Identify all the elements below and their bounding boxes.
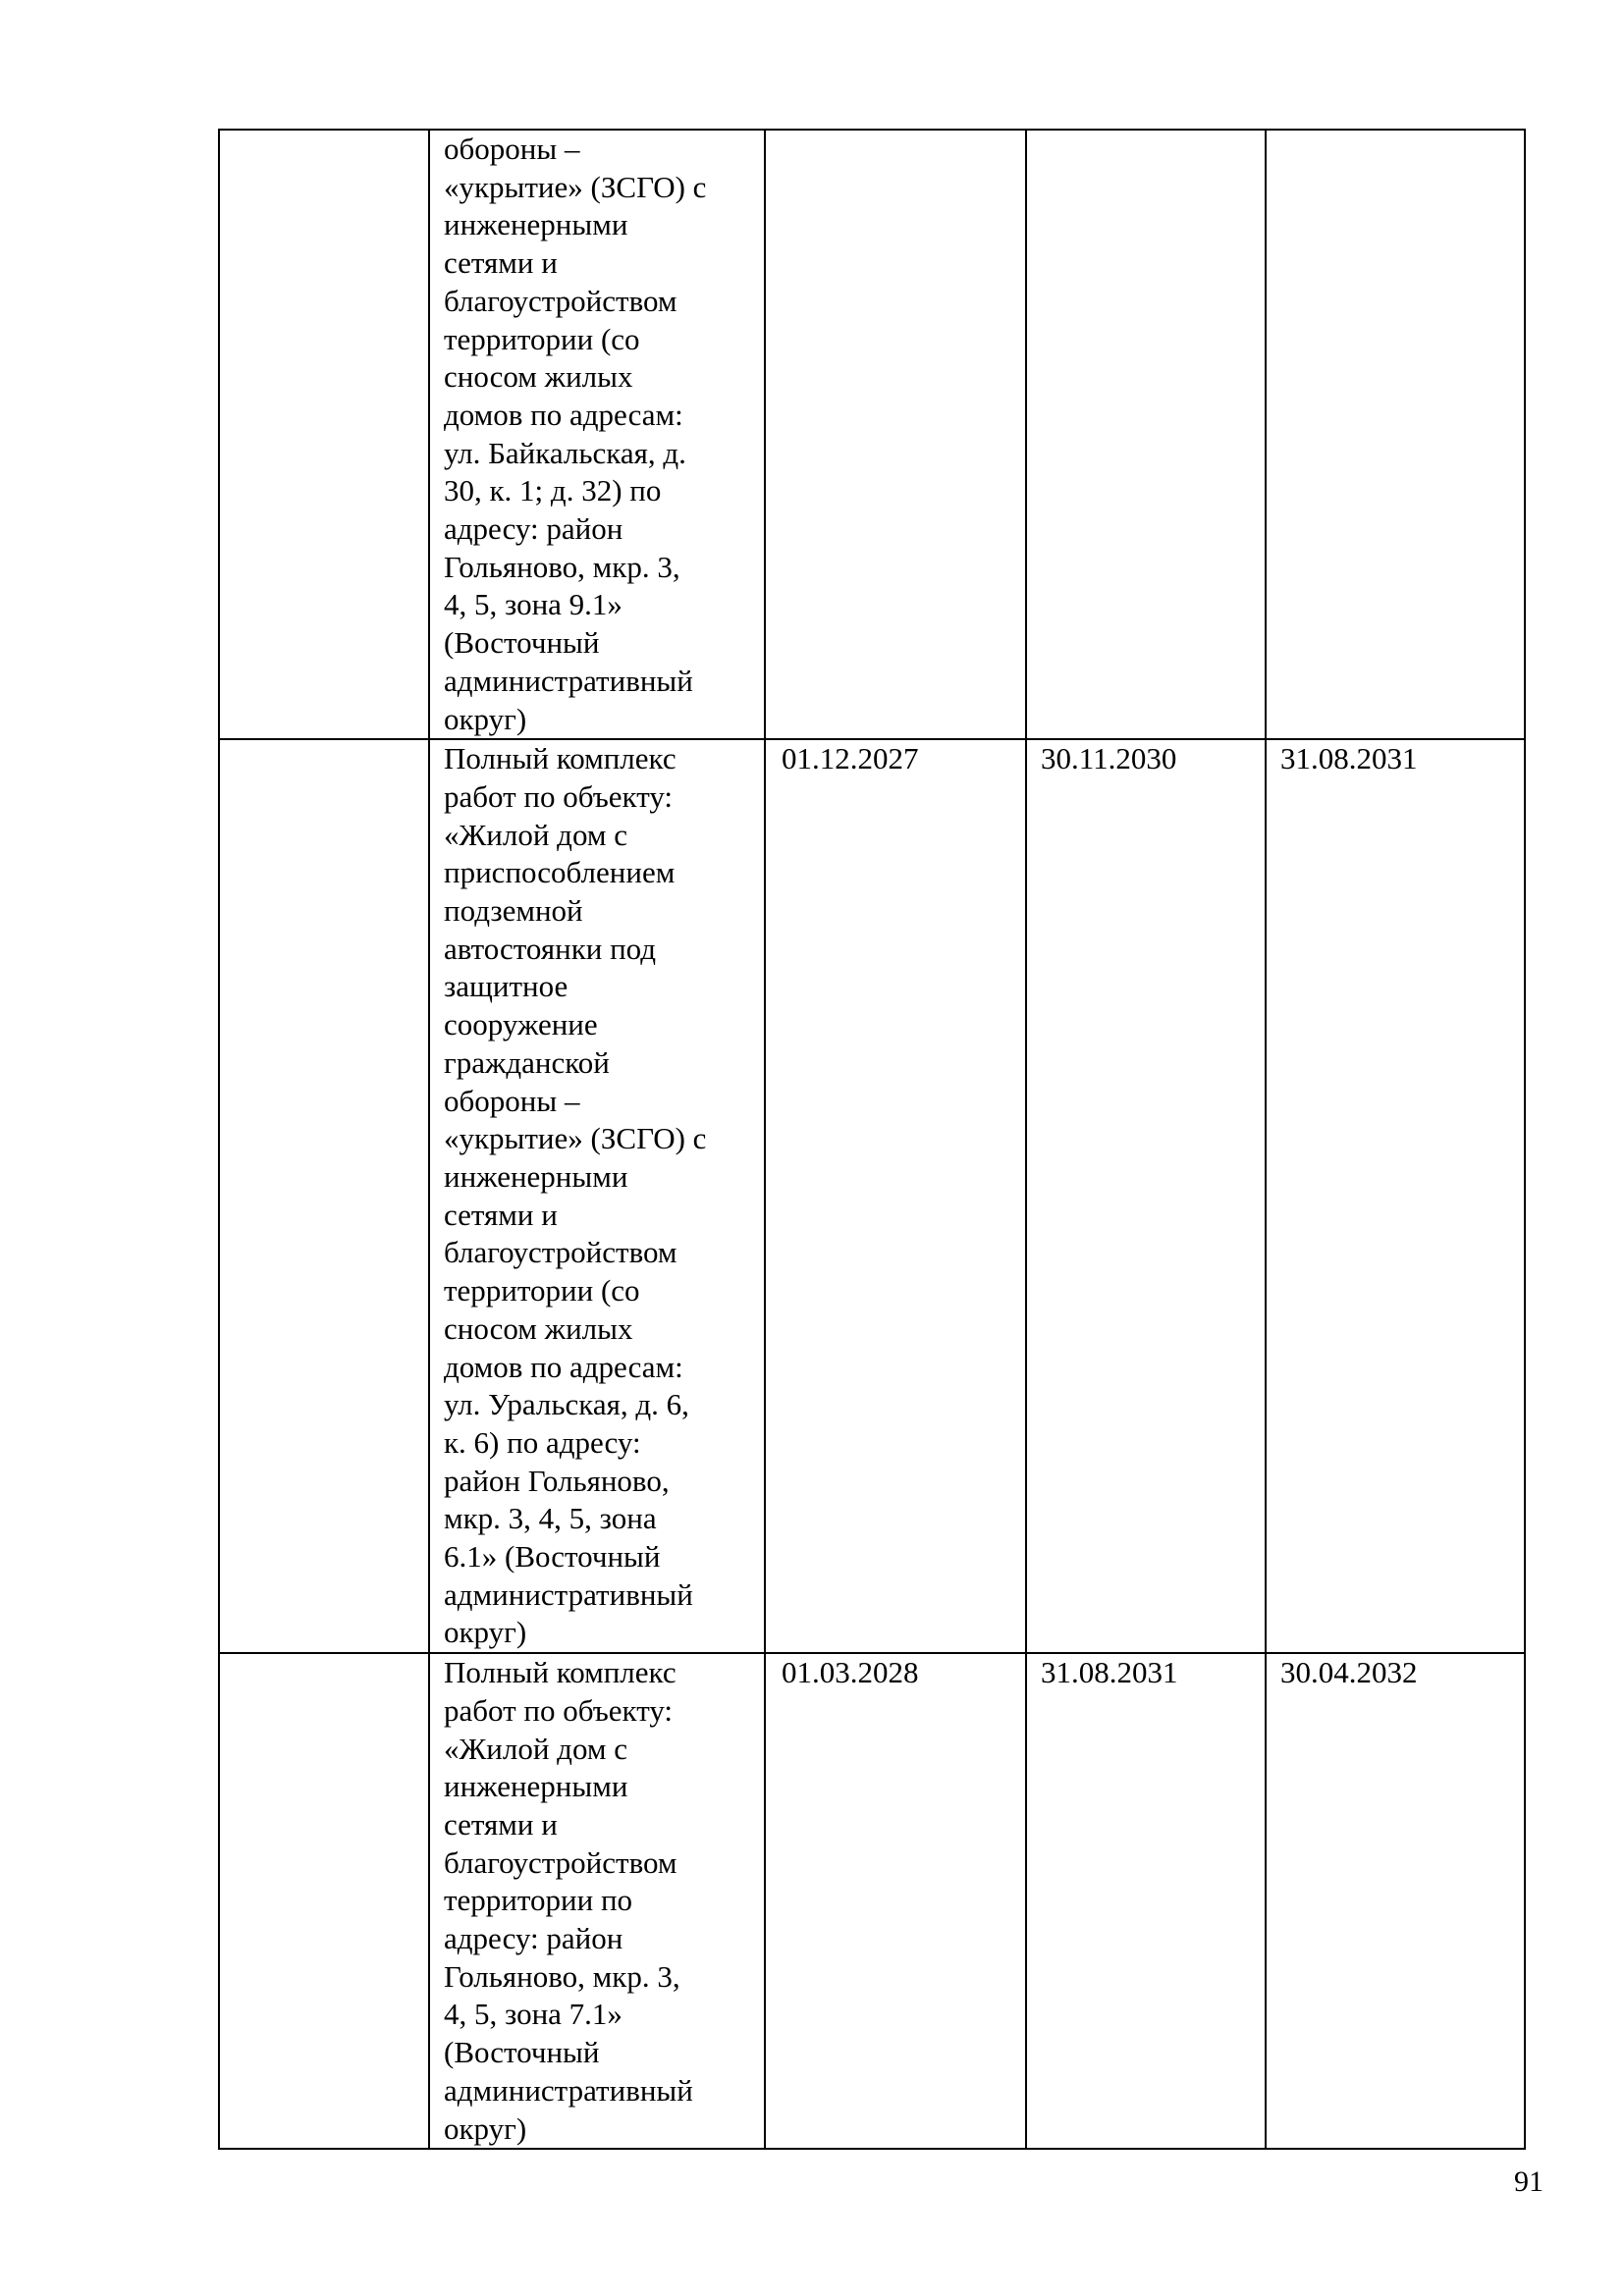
description-line: благоустройством bbox=[444, 283, 677, 318]
description-line: Гольяново, мкр. 3, bbox=[444, 549, 680, 584]
start-date-cell bbox=[765, 130, 1026, 739]
description-line: округ) bbox=[444, 1615, 527, 1650]
description-line: инженерными bbox=[444, 207, 628, 242]
description-line: административный bbox=[444, 663, 693, 698]
description-line: автостоянки под bbox=[444, 931, 657, 966]
description-line: Гольяново, мкр. 3, bbox=[444, 1958, 680, 1994]
description-line: территории (со bbox=[444, 1273, 640, 1308]
description-line: административный bbox=[444, 2072, 693, 2108]
end-date-cell: 31.08.2031 bbox=[1026, 1653, 1266, 2149]
description-line: благоустройством bbox=[444, 1844, 677, 1880]
description-line: подземной bbox=[444, 893, 583, 929]
description-line: домов по адресам: bbox=[444, 397, 683, 432]
end-date-cell bbox=[1026, 130, 1266, 739]
description-line: к. 6) по адресу: bbox=[444, 1424, 641, 1460]
start-date-cell: 01.12.2027 bbox=[765, 739, 1026, 1653]
description-cell bbox=[429, 1653, 765, 2149]
row-number-cell bbox=[219, 739, 429, 1653]
description-line: «укрытие» (ЗСГО) с bbox=[444, 1121, 707, 1156]
end-date-cell: 30.11.2030 bbox=[1026, 739, 1266, 1653]
description-line: территории (со bbox=[444, 321, 640, 356]
description-line: «Жилой дом с bbox=[444, 817, 627, 852]
description-line: 4, 5, зона 7.1» bbox=[444, 1997, 623, 2032]
table-row bbox=[219, 1653, 1525, 2149]
description-line: территории по bbox=[444, 1883, 633, 1918]
description-line: инженерными bbox=[444, 1158, 628, 1194]
row-number-cell bbox=[219, 1653, 429, 2149]
start-date-cell: 01.03.2028 bbox=[765, 1653, 1026, 2149]
description-line: 6.1» (Восточный bbox=[444, 1539, 661, 1575]
description-line: округ) bbox=[444, 701, 527, 736]
description-line: мкр. 3, 4, 5, зона bbox=[444, 1501, 657, 1536]
description-line: защитное bbox=[444, 969, 568, 1004]
description-line: работ по объекту: bbox=[444, 778, 674, 814]
description-line: работ по объекту: bbox=[444, 1692, 674, 1728]
description-line: Полный комплекс bbox=[444, 741, 677, 776]
description-cell bbox=[429, 130, 765, 739]
final-date-cell: 30.04.2032 bbox=[1266, 1653, 1525, 2149]
description-line: 30, к. 1; д. 32) по bbox=[444, 473, 662, 508]
table-row bbox=[219, 739, 1525, 1653]
description-cell bbox=[429, 739, 765, 1653]
final-date-cell bbox=[1266, 130, 1525, 739]
description-line: сетями и bbox=[444, 245, 558, 281]
description-line: округ) bbox=[444, 2110, 527, 2146]
description-line: 4, 5, зона 9.1» bbox=[444, 587, 623, 622]
description-line: адресу: район bbox=[444, 1921, 623, 1956]
description-line: благоустройством bbox=[444, 1235, 677, 1270]
description-line: сетями и bbox=[444, 1197, 558, 1232]
description-line: обороны – bbox=[444, 1083, 580, 1118]
description-line: Полный комплекс bbox=[444, 1655, 677, 1690]
description-line: район Гольяново, bbox=[444, 1463, 670, 1498]
description-line: сетями и bbox=[444, 1806, 558, 1842]
page-number: 91 bbox=[1514, 2165, 1543, 2198]
description-line: адресу: район bbox=[444, 511, 623, 547]
description-line: приспособлением bbox=[444, 855, 676, 890]
description-line: обороны – bbox=[444, 132, 580, 166]
description-line: сносом жилых bbox=[444, 1310, 633, 1346]
description-line: «Жилой дом с bbox=[444, 1731, 627, 1766]
description-line: инженерными bbox=[444, 1769, 628, 1804]
description-line: административный bbox=[444, 1576, 693, 1612]
description-line: сооружение bbox=[444, 1007, 598, 1042]
description-line: ул. Байкальская, д. bbox=[444, 435, 686, 470]
description-line: (Восточный bbox=[444, 2035, 600, 2070]
schedule-table bbox=[218, 129, 1526, 2150]
description-line: гражданской bbox=[444, 1044, 610, 1080]
table-row bbox=[219, 130, 1525, 739]
final-date-cell: 31.08.2031 bbox=[1266, 739, 1525, 1653]
row-number-cell bbox=[219, 130, 429, 739]
description-line: домов по адресам: bbox=[444, 1349, 683, 1384]
description-line: (Восточный bbox=[444, 625, 600, 661]
description-line: ул. Уральская, д. 6, bbox=[444, 1387, 689, 1422]
description-line: «укрытие» (ЗСГО) с bbox=[444, 169, 707, 204]
description-line: сносом жилых bbox=[444, 359, 633, 395]
